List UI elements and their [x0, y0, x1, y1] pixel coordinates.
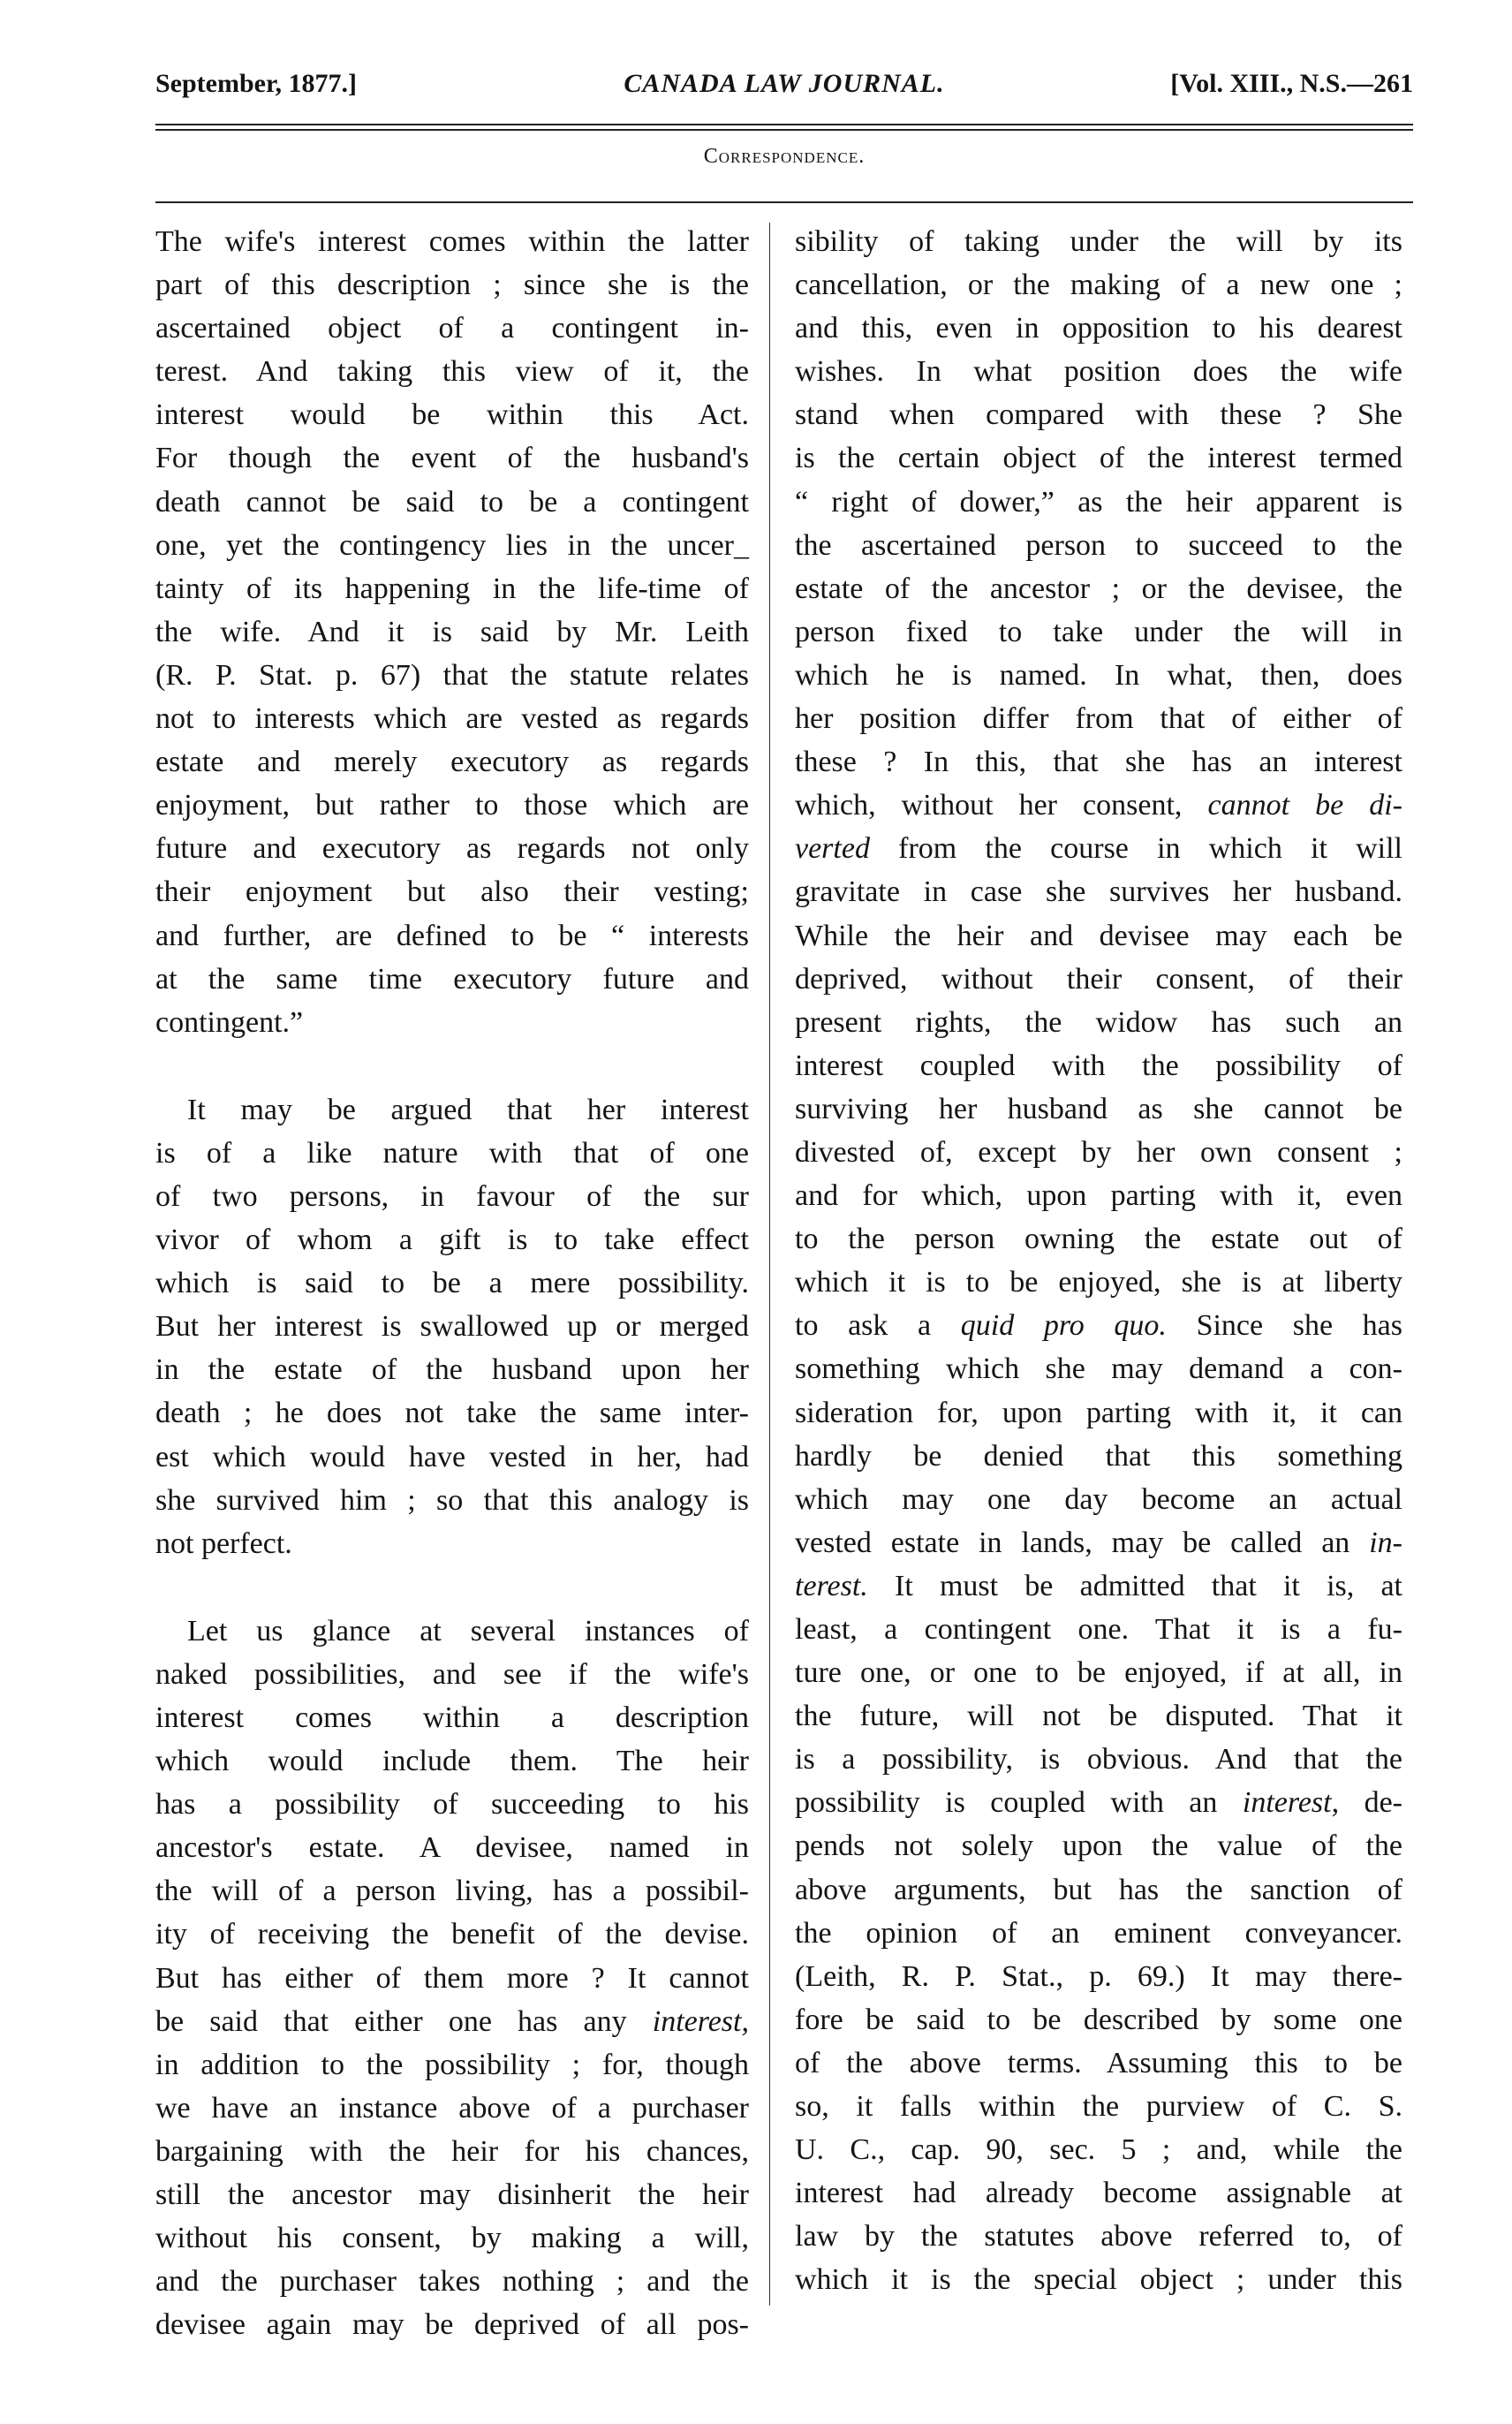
text-line: sibility of taking under the will by its — [795, 225, 1402, 258]
text-line: of two persons, in favour of the sur — [155, 1179, 749, 1213]
text-line: in the estate of the husband upon her — [155, 1353, 749, 1387]
text-line: which he is named. In what, then, does — [795, 658, 1402, 692]
text-line: interest comes within a description — [155, 1701, 749, 1734]
text-line: pends not solely upon the value of the — [795, 1829, 1402, 1863]
text-line: For though the event of the husband's — [155, 442, 749, 475]
text-line: not to interests which are vested as regards — [155, 702, 749, 736]
text-line: the will of a person living, has a possibil- — [155, 1875, 749, 1908]
text-line: cancellation, or the making of a new one ; — [795, 269, 1402, 302]
text-line: divested of, except by her own consent ; — [795, 1135, 1402, 1169]
section-rule — [155, 201, 1413, 203]
text-line: terest. And taking this view of it, the — [155, 355, 749, 389]
text-line: still the ancestor may disinherit the heir — [155, 2178, 749, 2212]
text-line: devisee again may be deprived of all pos- — [155, 2308, 749, 2342]
text-line: gravitate in case she survives her husband. — [795, 875, 1402, 909]
text-line: so, it falls within the purview of C. S. — [795, 2090, 1402, 2124]
text-line: It may be argued that her interest — [187, 1093, 749, 1126]
text-line: deprived, without their consent, of their — [795, 962, 1402, 996]
text-line: tainty of its happening in the life-time of — [155, 572, 749, 605]
text-line: in addition to the possibility ; for, though — [155, 2048, 749, 2081]
text-line: she survived him ; so that this analogy is — [155, 1483, 749, 1517]
issue-date: September, 1877.] — [155, 69, 358, 98]
text-line: interest would be within this Act. — [155, 398, 749, 432]
text-line: vested estate in lands, may be called an in- — [795, 1526, 1402, 1559]
text-line: death ; he does not take the same inter- — [155, 1397, 749, 1430]
right-column — [795, 220, 1402, 2302]
text-line: these ? In this, that she has an interest — [795, 746, 1402, 779]
text-line: above arguments, but has the sanction of — [795, 1873, 1402, 1906]
text-line: While the heir and devisee may each be — [795, 919, 1402, 952]
text-line: estate of the ancestor ; or the devisee, the — [795, 572, 1402, 605]
text-line: future and executory as regards not only — [155, 832, 749, 866]
text-line: fore be said to be described by some one — [795, 2003, 1402, 2036]
text-line: and the purchaser takes nothing ; and the — [155, 2265, 749, 2299]
running-header — [155, 69, 1413, 113]
text-line: interest had already become assignable at — [795, 2177, 1402, 2210]
text-line: bargaining with the heir for his chances, — [155, 2134, 749, 2168]
text-line: But her interest is swallowed up or merged — [155, 1310, 749, 1344]
text-line: person fixed to take under the will in — [795, 615, 1402, 648]
text-line: contingent.” — [155, 1005, 304, 1039]
column-divider — [769, 223, 770, 2306]
text-line: ascertained object of a contingent in- — [155, 312, 749, 345]
text-line: present rights, the widow has such an — [795, 1005, 1402, 1039]
text-line: something which she may demand a con- — [795, 1352, 1402, 1386]
volume-page-number: [Vol. XIII., N.S.—261 — [1170, 69, 1413, 98]
text-line: interest coupled with the possibility of — [795, 1049, 1402, 1082]
text-line: The wife's interest comes within the latter — [155, 225, 749, 258]
text-line: the opinion of an eminent conveyancer. — [795, 1916, 1402, 1950]
text-line: which is said to be a mere possibility. — [155, 1267, 749, 1300]
text-line: one, yet the contingency lies in the uncer_ — [155, 528, 749, 562]
left-column — [155, 220, 749, 2346]
text-line: part of this description ; since she is the — [155, 269, 749, 302]
text-line: to ask a quid pro quo. Since she has — [795, 1309, 1403, 1343]
text-line: at the same time executory future and — [155, 962, 749, 996]
text-line: surviving her husband as she cannot be — [795, 1092, 1402, 1125]
header-double-rule — [155, 124, 1413, 131]
text-line: possibility is coupled with an interest, de- — [795, 1786, 1402, 1820]
journal-title: CANADA LAW JOURNAL. — [624, 69, 945, 98]
text-line: the ascertained person to succeed to the — [795, 528, 1402, 562]
text-line: est which would have vested in her, had — [155, 1440, 749, 1473]
text-line: (Leith, R. P. Stat., p. 69.) It may there- — [795, 1959, 1402, 1993]
text-line: which it is the special object ; under this — [795, 2263, 1402, 2297]
text-line: U. C., cap. 90, sec. 5 ; and, while the — [795, 2133, 1402, 2167]
text-line: and for which, upon parting with it, even — [795, 1179, 1402, 1213]
text-line: least, a contingent one. That it is a fu- — [795, 1613, 1402, 1646]
text-line: wishes. In what position does the wife — [795, 355, 1402, 389]
text-line: to the person owning the estate out of — [795, 1223, 1402, 1256]
text-line: hardly be denied that this something — [795, 1439, 1402, 1473]
text-line: “ right of dower,” as the heir apparent is — [795, 485, 1402, 519]
text-line: her position differ from that of either of — [795, 702, 1402, 736]
text-line: of the above terms. Assuming this to be — [795, 2046, 1402, 2079]
section-heading: Correspondence. — [703, 145, 866, 168]
text-line: which may one day become an actual — [795, 1482, 1402, 1516]
text-line: Let us glance at several instances of — [187, 1614, 749, 1648]
text-line: be said that either one has any interest, — [155, 2004, 749, 2038]
text-line: has a possibility of succeeding to his — [155, 1788, 749, 1822]
text-line: law by the statutes above referred to, of — [795, 2220, 1402, 2254]
text-line: verted from the course in which it will — [795, 832, 1402, 866]
text-line: naked possibilities, and see if the wife's — [155, 1657, 749, 1691]
text-line: terest. It must be admitted that it is, at — [795, 1569, 1402, 1602]
text-line: and this, even in opposition to his dearest — [795, 312, 1402, 345]
text-line: which it is to be enjoyed, she is at liberty — [795, 1266, 1402, 1299]
text-line: which would include them. The heir — [155, 1745, 749, 1778]
paragraph-gap — [155, 1565, 749, 1610]
text-line: is a possibility, is obvious. And that the — [795, 1743, 1402, 1776]
text-line: stand when compared with these ? She — [795, 398, 1402, 432]
text-line: (R. P. Stat. p. 67) that the statute relates — [155, 658, 749, 692]
text-line: ancestor's estate. A devisee, named in — [155, 1831, 749, 1865]
text-line: is of a like nature with that of one — [155, 1136, 749, 1170]
text-line: and further, are defined to be “ interests — [155, 919, 749, 952]
text-line: estate and merely executory as regards — [155, 746, 749, 779]
paragraph-gap — [155, 1044, 749, 1088]
text-line: the wife. And it is said by Mr. Leith — [155, 615, 749, 648]
text-line: vivor of whom a gift is to take effect — [155, 1223, 749, 1257]
text-line: the future, will not be disputed. That it — [795, 1700, 1402, 1733]
text-line: But has either of them more ? It cannot — [155, 1961, 749, 1995]
text-line: not perfect. — [155, 1526, 292, 1560]
text-line: without his consent, by making a will, — [155, 2222, 749, 2255]
text-line: enjoyment, but rather to those which are — [155, 789, 749, 822]
text-line: we have an instance above of a purchaser — [155, 2091, 749, 2125]
text-line: sideration for, upon parting with it, it can — [795, 1396, 1402, 1429]
text-line: ity of receiving the benefit of the devise. — [155, 1918, 749, 1951]
text-line: which, without her consent, cannot be di- — [795, 789, 1402, 822]
text-line: their enjoyment but also their vesting; — [155, 875, 749, 909]
text-line: ture one, or one to be enjoyed, if at all, in — [795, 1656, 1402, 1690]
text-line: death cannot be said to be a contingent — [155, 485, 749, 519]
text-line: is the certain object of the interest termed — [795, 442, 1402, 475]
